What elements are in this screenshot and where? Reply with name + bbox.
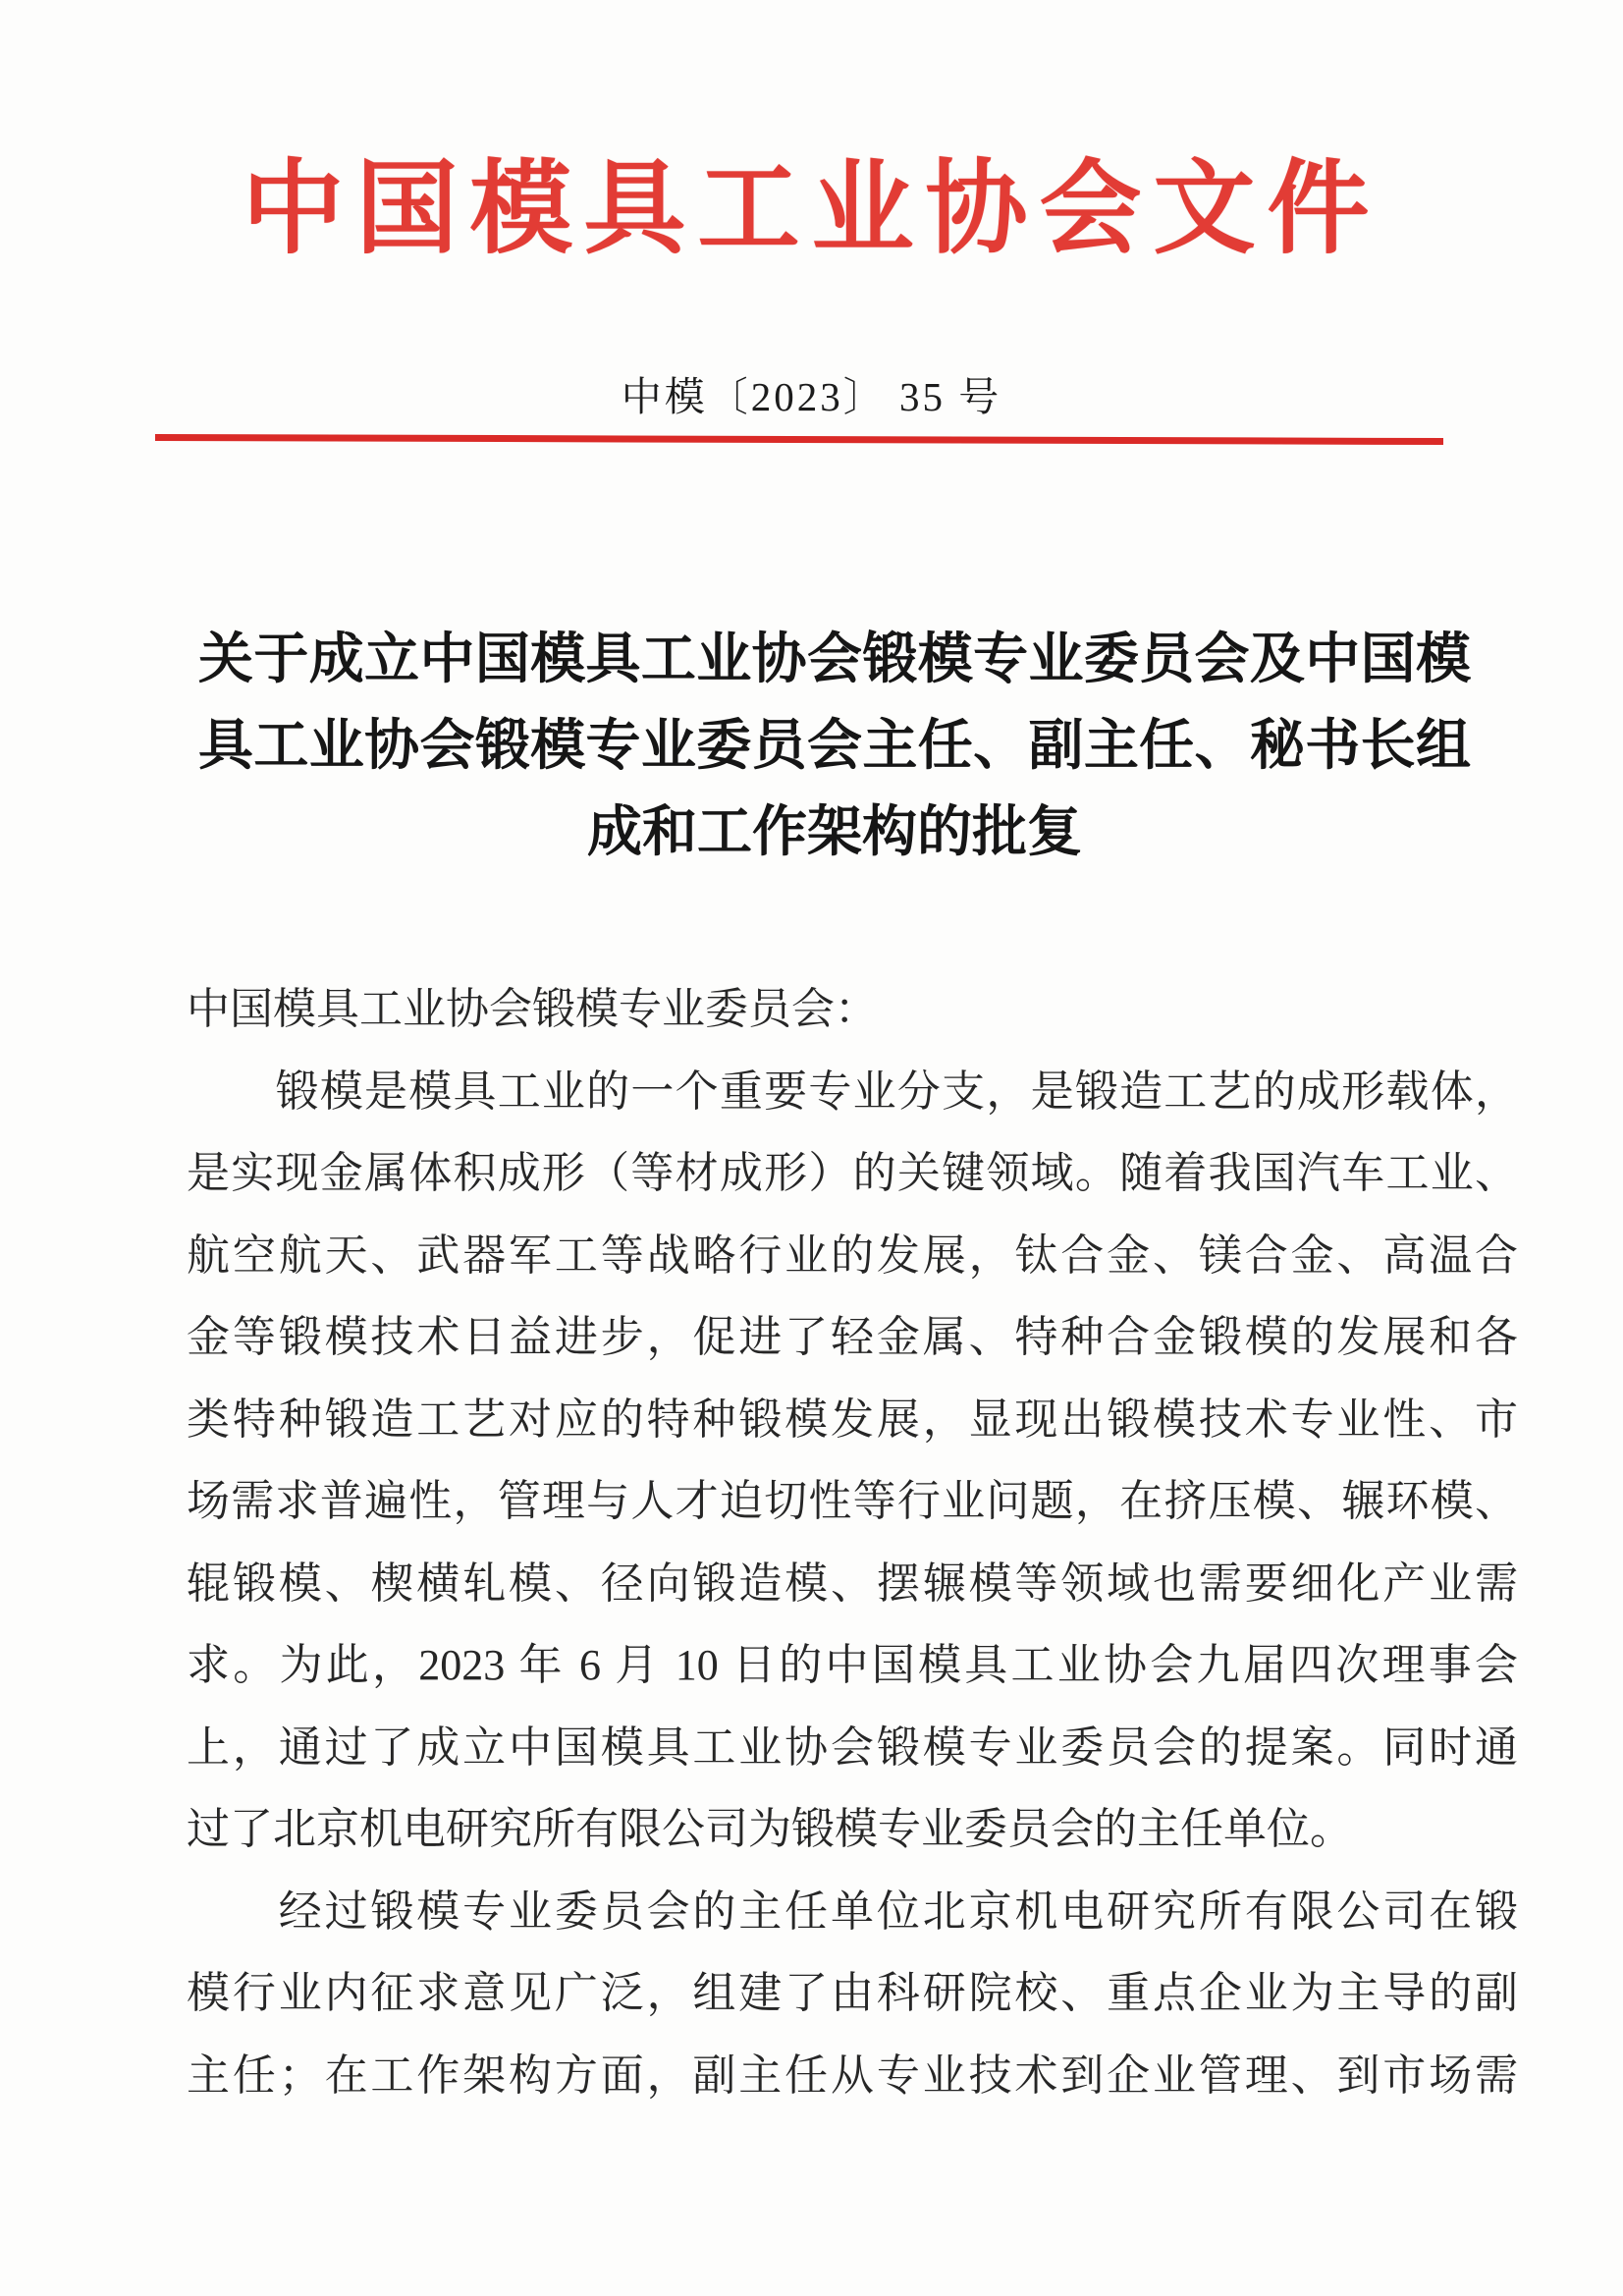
document-title-line-1: 关于成立中国模具工业协会锻模专业委员会及中国模 — [198, 629, 1471, 690]
organization-header-title: 中国模具工业协会文件 — [242, 153, 1381, 266]
red-divider-rule — [155, 434, 1443, 445]
body-line: 模行业内征求意见广泛，组建了由科研院校、重点企业为主导的副 — [187, 1969, 1518, 2017]
body-line: 过了北京机电研究所有限公司为锻模专业委员会的主任单位。 — [187, 1805, 1353, 1853]
salutation-line: 中国模具工业协会锻模专业委员会： — [187, 985, 878, 1033]
body-line: 辊锻模、楔横轧模、径向锻造模、摆辗模等领域也需要细化产业需 — [187, 1558, 1518, 1608]
document-title — [198, 617, 1471, 876]
document-number: 中模〔2023〕 35 号 — [621, 374, 1002, 419]
body-line: 场需求普遍性，管理与人才迫切性等行业问题，在挤压模、辗环模、 — [187, 1477, 1518, 1525]
document-title-line-3: 成和工作架构的批复 — [587, 802, 1082, 863]
body-line: 航空航天、武器军工等战略行业的发展，钛合金、镁合金、高温合 — [187, 1230, 1518, 1280]
body-line: 主任；在工作架构方面，副主任从专业技术到企业管理、到市场需 — [187, 2050, 1518, 2100]
document-body — [187, 968, 1518, 2116]
body-line: 是实现金属体积成形（等材成形）的关键领域。随着我国汽车工业、 — [187, 1149, 1518, 1197]
body-line: 经过锻模专业委员会的主任单位北京机电研究所有限公司在锻 — [187, 1886, 1518, 1936]
body-line: 上，通过了成立中国模具工业协会锻模专业委员会的提案。同时通 — [187, 1722, 1518, 1772]
body-line: 求。为此，2023 年 6 月 10 日的中国模具工业协会九届四次理事会 — [187, 1641, 1518, 1689]
body-line: 锻模是模具工业的一个重要专业分支，是锻造工艺的成形载体， — [187, 1066, 1518, 1116]
document-title-line-2: 具工业协会锻模专业委员会主任、副主任、秘书长组 — [198, 716, 1471, 777]
body-line: 金等锻模技术日益进步，促进了轻金属、特种合金锻模的发展和各 — [187, 1313, 1518, 1361]
body-line: 类特种锻造工艺对应的特种锻模发展，显现出锻模技术专业性、市 — [187, 1394, 1518, 1444]
